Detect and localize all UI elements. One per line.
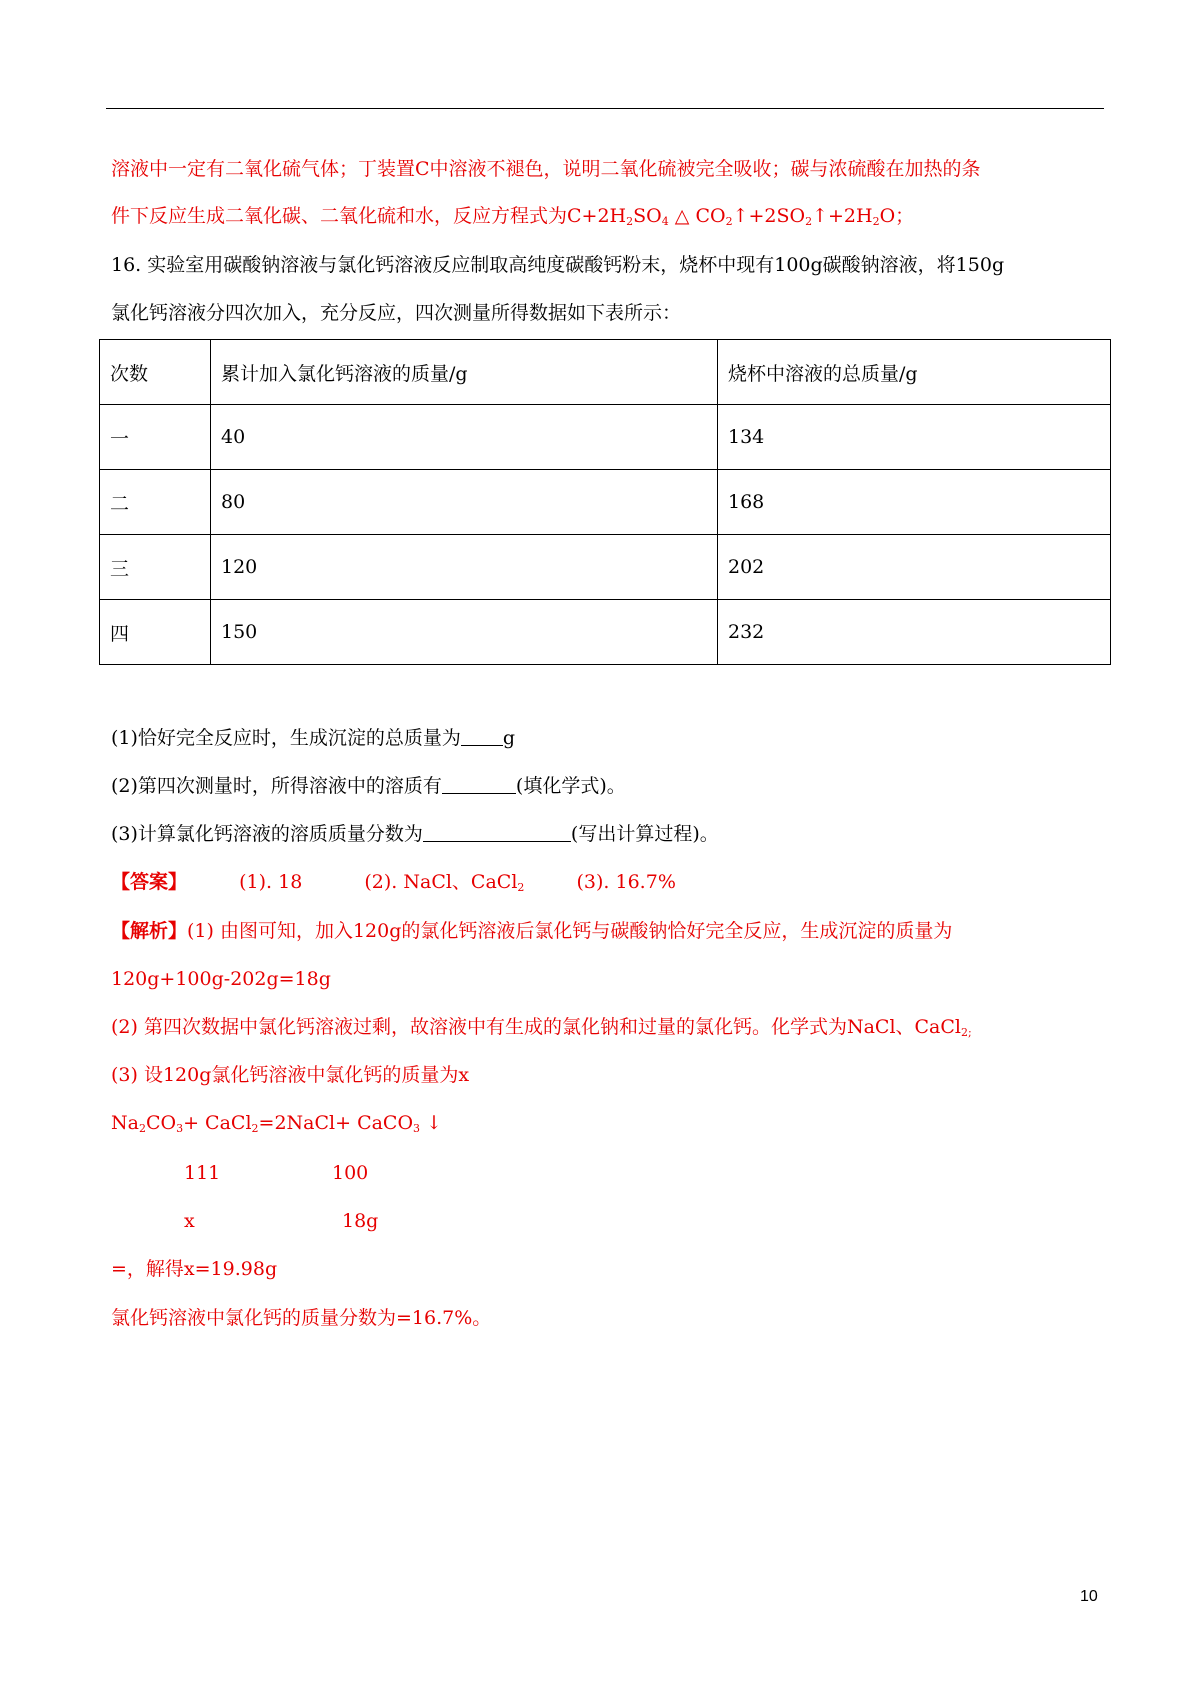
prev-answer-line-1: 溶液中一定有二氧化硫气体；丁装置C中溶液不褪色，说明二氧化硫被完全吸收；碳与浓硫酸在加热的条 xyxy=(111,158,981,180)
analysis-line-4: (3) 设120g氯化钙溶液中氯化钙的质量为x xyxy=(111,1064,470,1086)
table-cell: 202 xyxy=(718,535,1111,600)
answer-line: 【答案】 (1). 18 (2). NaCl、CaCl$_2$ (3). 16.7% xyxy=(111,871,676,894)
analysis-line-1: 【解析】(1) 由图可知，加入120g的氯化钙溶液后氯化钙与碳酸钠恰好完全反应，生成沉淀的质量为 xyxy=(111,920,953,942)
table-cell: 80 xyxy=(211,470,718,535)
ratio-top-left: 111 xyxy=(184,1162,221,1184)
table-header-cell: 次数 xyxy=(100,340,211,405)
header-rule xyxy=(106,108,1104,109)
table-row xyxy=(100,470,1111,535)
table-cell: 120 xyxy=(211,535,718,600)
sub-question-1: (1)恰好完全反应时，生成沉淀的总质量为 g xyxy=(111,727,516,749)
analysis-line-3: (2) 第四次数据中氯化钙溶液过剩，故溶液中有生成的氯化钠和过量的氯化钙。化学式为NaCl、CaCl$_{2;}$ xyxy=(111,1016,972,1039)
answer-blank xyxy=(461,727,503,746)
heating-symbol: △ xyxy=(674,205,690,227)
result-line: 氯化钙溶液中氯化钙的质量分数为=16.7%。 xyxy=(111,1307,492,1329)
solve-line: =，解得x=19.98g xyxy=(111,1258,278,1280)
question-line-2: 氯化钙溶液分四次加入，充分反应，四次测量所得数据如下表所示： xyxy=(111,302,682,324)
table-row xyxy=(100,535,1111,600)
table-header-cell: 累计加入氯化钙溶液的质量/g xyxy=(211,340,718,405)
sub-question-3: (3)计算氯化钙溶液的溶质质量分数为 (写出计算过程)。 xyxy=(111,823,719,845)
table-cell: 134 xyxy=(718,405,1111,470)
precipitate-arrow: ↓ xyxy=(426,1112,443,1134)
table-cell: 232 xyxy=(718,600,1111,665)
prev-answer-line-2: 件下反应生成二氧化碳、二氧化硫和水，反应方程式为$C+2H_2SO_4$ △ $CO_2↑+2SO_2↑+2H_2O$； xyxy=(111,205,915,228)
table-cell: 168 xyxy=(718,470,1111,535)
answer-blank xyxy=(423,823,571,842)
table-row xyxy=(100,600,1111,665)
analysis-label: 【解析】 xyxy=(111,920,188,942)
table-cell: 40 xyxy=(211,405,718,470)
table-cell: 一 xyxy=(100,405,211,470)
answer-label: 【答案】 xyxy=(111,871,188,893)
page-number: 10 xyxy=(1080,1588,1098,1605)
table-header-row xyxy=(100,340,1111,405)
chemical-equation: $Na_2CO_3+$ CaCl$_2$=2NaCl+ CaCO$_3$ ↓ xyxy=(111,1112,443,1135)
question-line-1: 16. 实验室用碳酸钠溶液与氯化钙溶液反应制取高纯度碳酸钙粉末，烧杯中现有100g碳酸钠溶液，将150g xyxy=(111,254,1005,276)
table-cell: 二 xyxy=(100,470,211,535)
ratio-bottom-left: x xyxy=(184,1210,195,1232)
table-row xyxy=(100,405,1111,470)
sub-question-2: (2)第四次测量时，所得溶液中的溶质有 (填化学式)。 xyxy=(111,775,626,797)
data-table xyxy=(99,339,1111,665)
table-cell: 四 xyxy=(100,600,211,665)
table-header-cell: 烧杯中溶液的总质量/g xyxy=(718,340,1111,405)
table-cell: 150 xyxy=(211,600,718,665)
analysis-line-2: 120g+100g-202g=18g xyxy=(111,968,331,990)
answer-blank xyxy=(442,775,516,794)
ratio-top-right: 100 xyxy=(332,1162,369,1184)
table-cell: 三 xyxy=(100,535,211,600)
ratio-bottom-right: 18g xyxy=(342,1210,379,1232)
